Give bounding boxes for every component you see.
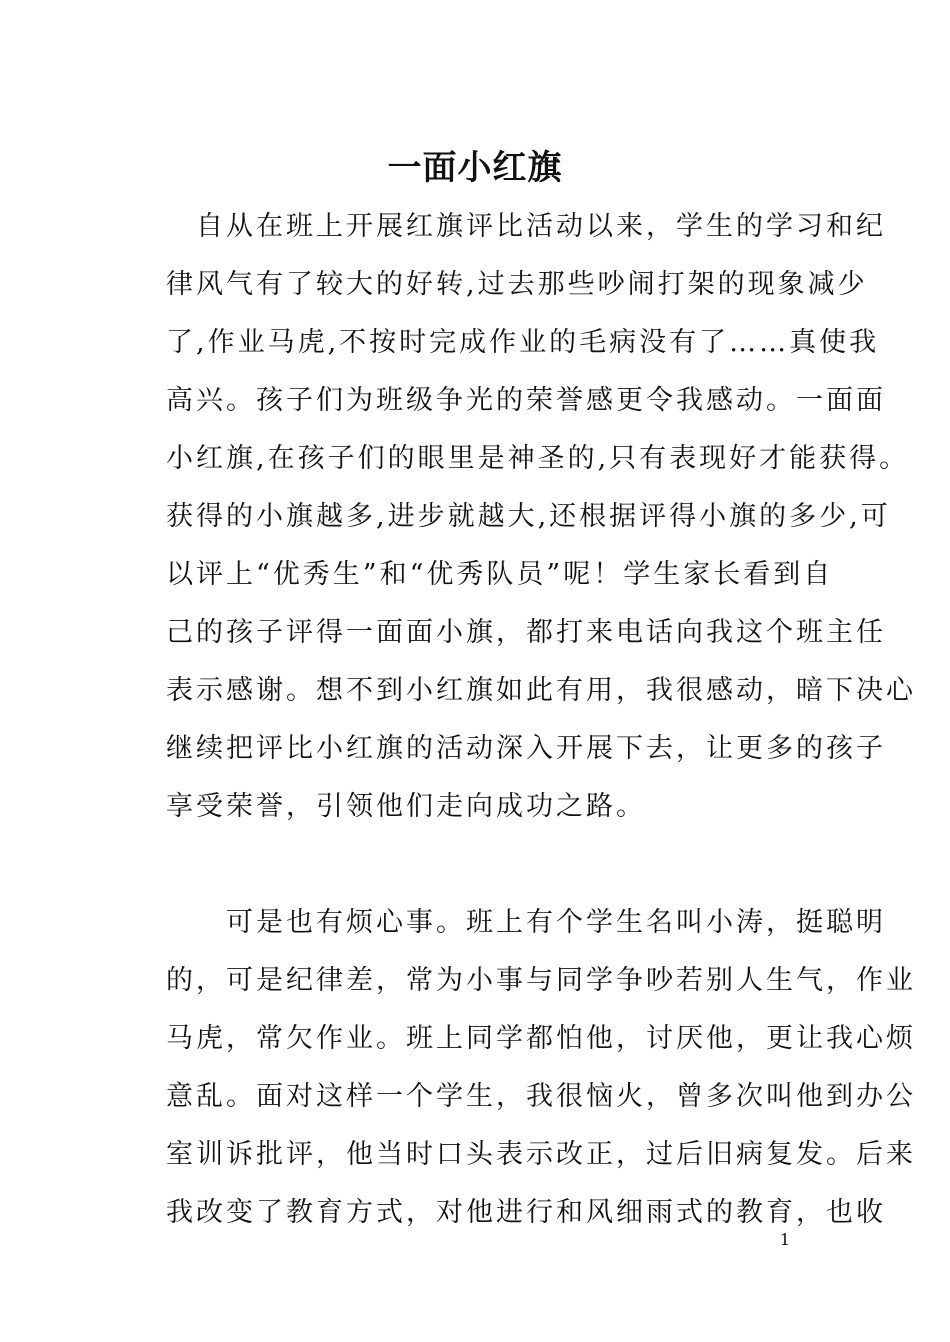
text-line: 自从在班上开展红旗评比活动以来，学生的学习和纪: [166, 211, 886, 242]
text-line: 可是也有烦心事。班上有个学生名叫小涛，挺聪明: [166, 907, 886, 938]
text-line: 表示感谢。想不到小红旗如此有用，我很感动，暗下决心: [166, 675, 916, 706]
page-number: 1: [779, 1230, 791, 1249]
text-line: 律风气有了较大的好转,过去那些吵闹打架的现象减少: [166, 269, 868, 300]
text-line: 的，可是纪律差，常为小事与同学争吵若别人生气，作业: [166, 965, 916, 996]
text-line: 以评上“优秀生”和“优秀队员”呢！学生家长看到自: [166, 559, 834, 590]
text-line: 继续把评比小红旗的活动深入开展下去，让更多的孩子: [166, 733, 886, 764]
text-line: 享受荣誉，引领他们走向成功之路。: [166, 791, 646, 822]
text-line: 马虎，常欠作业。班上同学都怕他，讨厌他，更让我心烦: [166, 1023, 916, 1054]
text-line: 获得的小旗越多,进步就越大,还根据评得小旗的多少,可: [166, 501, 891, 532]
document-title: 一面小红旗: [387, 148, 563, 188]
text-line: 室训诉批评，他当时口头表示改正，过后旧病复发。后来: [166, 1139, 916, 1170]
text-line: 意乱。面对这样一个学生，我很恼火，曾多次叫他到办公: [166, 1081, 916, 1112]
text-line: 高兴。孩子们为班级争光的荣誉感更令我感动。一面面: [166, 385, 886, 416]
text-line: 小红旗,在孩子们的眼里是神圣的,只有表现好才能获得。: [166, 443, 910, 474]
text-line: 了,作业马虎,不按时完成作业的毛病没有了……真使我: [166, 327, 880, 358]
text-line: 我改变了教育方式，对他进行和风细雨式的教育，也收: [166, 1197, 886, 1228]
text-line: 己的孩子评得一面面小旗，都打来电话向我这个班主任: [166, 617, 886, 648]
